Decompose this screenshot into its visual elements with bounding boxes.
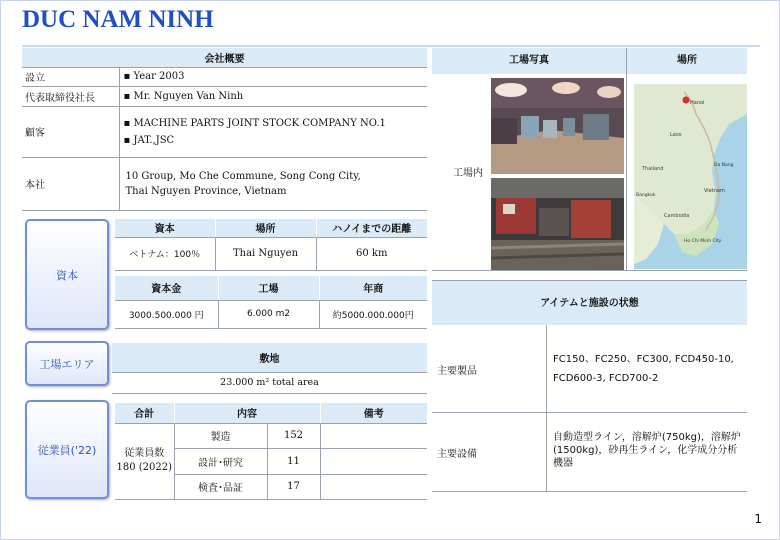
capital-amount-header: 工場	[218, 276, 319, 300]
items-value: 自動造型ライン，溶解炉(750kg)，溶解炉(1500kg)，砂再生ライン，化学成分分析機器	[553, 432, 741, 469]
capital-amount-table	[115, 276, 427, 329]
overview-value: ▪ JAT.,JSC	[123, 134, 175, 146]
overview-value: ▪ MACHINE PARTS JOINT STOCK COMPANY NO.1	[123, 117, 386, 129]
items-key: 主要設備	[437, 449, 477, 460]
column-divider	[626, 48, 627, 271]
overview-row	[22, 106, 427, 157]
overview-header: 会社概要	[22, 48, 427, 67]
employees-note	[320, 423, 427, 448]
overview-row	[22, 67, 427, 86]
capital-label-box	[25, 219, 109, 330]
employees-category: 設計･研究	[174, 448, 267, 474]
capital-amount-header: 年商	[319, 276, 427, 300]
location-map	[634, 84, 747, 269]
capital-amount-value: 6.000 m2	[218, 300, 319, 328]
capital-amount-header: 資本金	[115, 276, 218, 300]
factory-area-label: 工場エリア	[39, 357, 95, 371]
items-divider	[546, 413, 547, 492]
capital-header: 資本	[115, 219, 215, 237]
overview-row	[22, 86, 427, 106]
factory-photo-header: 工場写真	[432, 48, 626, 74]
employees-header: 内容	[174, 403, 320, 423]
overview-key: 顧客	[22, 106, 119, 157]
capital-value: ベトナム：100％	[115, 237, 215, 270]
factory-photo-1-image	[491, 78, 624, 174]
map-label-hanoi: Hanoi	[690, 100, 705, 106]
items-row	[432, 325, 747, 413]
employees-count: 152	[267, 423, 320, 448]
title-rule	[22, 45, 760, 47]
map-label-hcmc: Ho Chi Minh City	[684, 239, 722, 244]
page-number: 1	[754, 512, 762, 526]
factory-interior-label: 工場内	[453, 168, 483, 179]
company-overview-table	[22, 48, 427, 211]
factory-photo-2-image	[491, 178, 624, 270]
employees-total: 従業員数 180 (2022)	[115, 423, 174, 499]
map-pin-icon	[683, 97, 690, 104]
overview-key: 代表取締役社長	[22, 86, 119, 106]
employees-count: 17	[267, 474, 320, 499]
capital-amount-value: 約5000.000.000円	[319, 300, 427, 328]
employees-note	[320, 474, 427, 499]
factory-area-table	[112, 343, 427, 394]
factory-photo-1	[491, 78, 624, 174]
employees-table	[115, 403, 427, 500]
overview-value: ▪ Mr. Nguyen Van Ninh	[119, 86, 427, 106]
map-label-vietnam: Vietnam	[704, 188, 725, 194]
overview-key: 本社	[22, 157, 119, 210]
map-label-bangkok: Bangkok	[636, 193, 656, 198]
location-header: 場所	[627, 48, 747, 74]
map-label-thailand: Thailand	[642, 166, 664, 172]
map-label-cambodia: Cambodia	[664, 213, 690, 219]
items-row	[432, 413, 747, 492]
employees-note	[320, 448, 427, 474]
factory-photo-2	[491, 178, 624, 270]
capital-header: ハノイまでの距離	[316, 219, 427, 237]
overview-row	[22, 157, 427, 210]
employees-header: 合計	[115, 403, 174, 423]
capital-amount-value: 3000.500.000 円	[115, 300, 218, 328]
employees-label: 従業員('22)	[37, 443, 97, 457]
employees-header: 備考	[320, 403, 427, 423]
overview-key: 設立	[22, 67, 119, 86]
map-label-laos: Laos	[670, 132, 682, 138]
items-header: アイテムと施設の状態	[432, 280, 747, 325]
capital-label: 資本	[56, 268, 78, 282]
page-title: DUC NAM NINH	[22, 6, 214, 33]
map-label-danang: Da Nang	[714, 163, 734, 168]
factory-area-label-box	[25, 341, 109, 386]
overview-value: ▪ Year 2003	[119, 67, 427, 86]
location-map-image	[634, 84, 747, 269]
employees-label-box	[25, 400, 109, 499]
capital-value: Thai Nguyen	[215, 237, 316, 270]
capital-value: 60 km	[316, 237, 427, 270]
factory-area-header: 敷地	[112, 343, 427, 372]
items-divider	[546, 325, 547, 413]
employees-category: 製造	[174, 423, 267, 448]
overview-value: Thai Nguyen Province, Vietnam	[125, 185, 287, 197]
items-key: 主要製品	[437, 366, 477, 377]
capital-table	[115, 219, 427, 271]
items-value: FC150、FC250、FC300, FCD450-10, FCD600-3, FCD700-2	[553, 354, 734, 384]
overview-value: 10 Group, Mo Che Commune, Song Cong City,	[125, 170, 361, 182]
employees-count: 11	[267, 448, 320, 474]
capital-header: 場所	[215, 219, 316, 237]
factory-area-value: 23.000 m² total area	[112, 372, 427, 393]
employees-category: 検査･品証	[174, 474, 267, 499]
